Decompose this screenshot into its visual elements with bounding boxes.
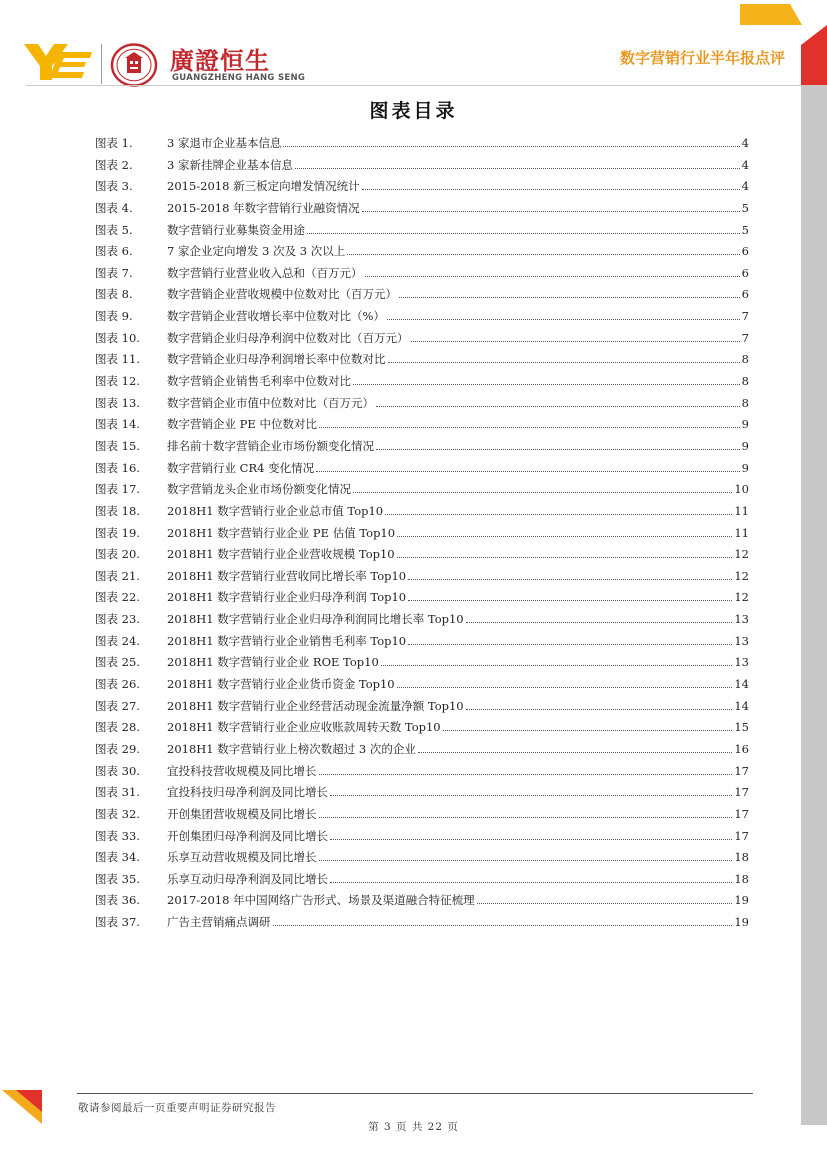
toc-entry-leader xyxy=(397,536,732,537)
toc-entry-leader xyxy=(347,254,739,255)
toc-entry-title: 数字营销企业 PE 中位数对比 xyxy=(167,417,317,432)
toc-entry-page: 19 xyxy=(734,893,749,908)
toc-entry-leader xyxy=(408,579,732,580)
toc-entry-label: 图表 22. xyxy=(95,590,140,605)
toc-entry-page: 18 xyxy=(734,850,749,865)
toc-entry-leader xyxy=(387,319,740,320)
toc-entry[interactable] xyxy=(95,438,749,460)
toc-entry-label: 图表 26. xyxy=(95,677,140,692)
toc-entry-leader xyxy=(477,903,733,904)
toc-entry-page: 7 xyxy=(741,330,749,345)
toc-entry-page: 11 xyxy=(734,525,749,540)
toc-entry[interactable] xyxy=(95,633,749,655)
toc-entry-label: 图表 25. xyxy=(95,655,140,670)
toc-entry-label: 图表 1. xyxy=(95,136,133,150)
toc-entry-leader xyxy=(319,774,733,775)
toc-entry-leader xyxy=(466,622,733,623)
toc-entry-leader xyxy=(443,730,733,731)
toc-entry-page: 4 xyxy=(741,157,749,172)
toc-entry-page: 4 xyxy=(741,179,749,194)
toc-entry[interactable] xyxy=(95,676,749,698)
toc-entry-label: 图表 36. xyxy=(95,893,140,908)
toc-entry-page: 17 xyxy=(734,806,749,821)
toc-entry-leader xyxy=(408,600,732,601)
toc-entry-leader xyxy=(376,406,740,407)
toc-entry-title: 2017-2018 年中国网络广告形式、场景及渠道融合特征梳理 xyxy=(167,893,475,908)
toc-entry-label: 图表 16. xyxy=(95,460,140,475)
toc-entry-title: 2015-2018 新三板定向增发情况统计 xyxy=(167,179,360,194)
toc-entry-label: 图表 5. xyxy=(95,222,133,237)
toc-entry-label: 图表 30. xyxy=(95,763,140,778)
toc-entry-page: 4 xyxy=(741,136,749,150)
toc-entry-label: 图表 10. xyxy=(95,330,140,345)
toc-entry-page: 12 xyxy=(734,568,749,583)
toc-entry[interactable] xyxy=(95,178,749,200)
toc-entry-leader xyxy=(411,341,740,342)
toc-entry-title: 3 家新挂牌企业基本信息 xyxy=(167,157,293,172)
side-bar-cap xyxy=(801,25,827,45)
toc-entry[interactable] xyxy=(95,611,749,633)
toc-entry-label: 图表 34. xyxy=(95,850,140,865)
toc-entry-label: 图表 35. xyxy=(95,871,140,886)
toc-entry-leader xyxy=(330,795,732,796)
toc-entry[interactable] xyxy=(95,308,749,330)
toc-entry-title: 数字营销企业营收增长率中位数对比（%） xyxy=(167,309,385,324)
toc-entry-page: 9 xyxy=(741,438,749,453)
toc-entry-title: 数字营销企业归母净利润增长率中位数对比 xyxy=(167,352,386,367)
toc-entry-leader xyxy=(319,860,733,861)
toc-entry-leader xyxy=(376,449,740,450)
toc-entry[interactable] xyxy=(95,546,749,568)
toc-entry-title: 宜投科技归母净利润及同比增长 xyxy=(167,785,328,800)
toc-entry-page: 17 xyxy=(734,763,749,778)
toc-entry-title: 2018H1 数字营销行业企业货币资金 Top10 xyxy=(167,677,395,692)
toc-entry-label: 图表 31. xyxy=(95,785,140,800)
toc-entry-label: 图表 18. xyxy=(95,503,140,518)
toc-entry-page: 6 xyxy=(741,287,749,302)
toc-entry-title: 乐享互动归母净利润及同比增长 xyxy=(167,871,328,886)
toc-entry-label: 图表 6. xyxy=(95,244,133,259)
toc-entry-title: 2018H1 数字营销行业营收同比增长率 Top10 xyxy=(167,568,407,583)
toc-entry[interactable] xyxy=(95,525,749,547)
toc-entry-title: 2018H1 数字营销行业上榜次数超过 3 次的企业 xyxy=(167,741,416,756)
corner-tab-decoration xyxy=(740,4,802,25)
toc-entry-title: 乐享互动营收规模及同比增长 xyxy=(167,850,317,865)
toc-entry-label: 图表 37. xyxy=(95,915,140,930)
toc-entry-page: 17 xyxy=(734,785,749,800)
toc-entry[interactable] xyxy=(95,849,749,871)
brand-name-cn: 廣證恒生 xyxy=(170,47,270,75)
toc-entry-title: 2018H1 数字营销行业企业总市值 Top10 xyxy=(167,503,384,518)
toc-entry-label: 图表 19. xyxy=(95,525,140,540)
toc-entry-leader xyxy=(399,297,740,298)
toc-entry-title: 开创集团归母净利润及同比增长 xyxy=(167,828,328,843)
toc-entry[interactable] xyxy=(95,395,749,417)
toc-entry[interactable] xyxy=(95,892,749,914)
toc-entry-leader xyxy=(388,362,740,363)
toc-entry[interactable] xyxy=(95,481,749,503)
toc-entry-leader xyxy=(408,644,732,645)
toc-entry[interactable] xyxy=(95,784,749,806)
toc-entry-leader xyxy=(353,492,732,493)
toc-entry-title: 数字营销行业募集资金用途 xyxy=(167,222,305,237)
toc-entry[interactable] xyxy=(95,222,749,244)
toc-entry[interactable] xyxy=(95,243,749,265)
toc-entry[interactable] xyxy=(95,871,749,893)
toc-entry-label: 图表 15. xyxy=(95,438,140,453)
toc-entry-title: 广告主营销痛点调研 xyxy=(167,915,271,930)
toc-entry-page: 17 xyxy=(734,828,749,843)
toc-entry-title: 2015-2018 年数字营销行业融资情况 xyxy=(167,200,360,215)
toc-entry[interactable] xyxy=(95,200,749,222)
toc-entry[interactable] xyxy=(95,741,749,763)
toc-entry-leader xyxy=(273,925,733,926)
toc-entry-label: 图表 2. xyxy=(95,157,133,172)
toc-entry[interactable] xyxy=(95,568,749,590)
toc-entry-title: 开创集团营收规模及同比增长 xyxy=(167,806,317,821)
header-divider xyxy=(26,85,801,86)
toc-entry-page: 6 xyxy=(741,244,749,259)
toc-entry-label: 图表 11. xyxy=(95,352,140,367)
toc-entry-leader xyxy=(362,189,740,190)
toc-entry-leader xyxy=(319,427,740,428)
toc-entry-page: 8 xyxy=(741,395,749,410)
toc-entry[interactable] xyxy=(95,654,749,676)
toc-entry-leader xyxy=(283,146,739,147)
toc-entry-title: 2018H1 数字营销行业企业归母净利润同比增长率 Top10 xyxy=(167,612,464,627)
toc-entry-leader xyxy=(353,384,740,385)
report-title: 数字营销行业半年报点评 xyxy=(619,49,785,67)
toc-entry-label: 图表 24. xyxy=(95,633,140,648)
toc-entry-title: 数字营销行业营业收入总和（百万元） xyxy=(167,265,363,280)
toc-entry-title: 数字营销企业归母净利润中位数对比（百万元） xyxy=(167,330,409,345)
toc-entry-title: 数字营销行业 CR4 变化情况 xyxy=(167,460,315,475)
logo-divider xyxy=(101,44,102,84)
side-bar-decoration xyxy=(801,25,827,1125)
toc-entry-leader xyxy=(330,839,732,840)
toc-entry[interactable] xyxy=(95,719,749,741)
toc-entry-label: 图表 4. xyxy=(95,200,133,215)
company-seal-icon xyxy=(110,43,158,87)
toc-entry-leader xyxy=(316,471,740,472)
toc-entry-page: 12 xyxy=(734,590,749,605)
toc-entry-title: 3 家退市企业基本信息 xyxy=(167,136,282,150)
toc-entry-label: 图表 33. xyxy=(95,828,140,843)
figure-toc-list xyxy=(95,135,749,936)
toc-entry-title: 数字营销企业销售毛利率中位数对比 xyxy=(167,374,351,389)
toc-entry-page: 18 xyxy=(734,871,749,886)
toc-entry-page: 5 xyxy=(741,222,749,237)
toc-entry[interactable] xyxy=(95,763,749,785)
toc-entry-page: 6 xyxy=(741,265,749,280)
toc-entry-page: 12 xyxy=(734,547,749,562)
toc-entry[interactable] xyxy=(95,503,749,525)
ye-logo-icon xyxy=(24,44,92,80)
toc-entry-page: 16 xyxy=(734,741,749,756)
toc-entry-label: 图表 27. xyxy=(95,698,140,713)
footer-divider xyxy=(77,1093,753,1094)
toc-entry-page: 13 xyxy=(734,612,749,627)
toc-entry[interactable] xyxy=(95,265,749,287)
toc-entry-page: 10 xyxy=(734,482,749,497)
toc-entry-title: 2018H1 数字营销行业企业 PE 估值 Top10 xyxy=(167,525,396,540)
toc-entry-label: 图表 14. xyxy=(95,417,140,432)
toc-entry-leader xyxy=(307,233,740,234)
toc-entry-page: 9 xyxy=(741,417,749,432)
toc-entry[interactable] xyxy=(95,806,749,828)
toc-entry-page: 19 xyxy=(734,915,749,930)
toc-entry-leader xyxy=(365,276,740,277)
toc-entry-title: 2018H1 数字营销行业企业 ROE Top10 xyxy=(167,655,379,670)
toc-entry[interactable] xyxy=(95,373,749,395)
toc-entry-title: 2018H1 数字营销行业企业营收规模 Top10 xyxy=(167,547,395,562)
toc-entry[interactable] xyxy=(95,914,749,936)
toc-title: 图表目录 xyxy=(369,100,458,122)
toc-entry-label: 图表 28. xyxy=(95,720,140,735)
toc-entry[interactable] xyxy=(95,157,749,179)
toc-entry-page: 8 xyxy=(741,352,749,367)
toc-entry-page: 9 xyxy=(741,460,749,475)
toc-entry-leader xyxy=(397,557,733,558)
toc-entry-label: 图表 20. xyxy=(95,547,140,562)
toc-entry[interactable] xyxy=(95,351,749,373)
toc-entry-title: 排名前十数字营销企业市场份额变化情况 xyxy=(167,438,374,453)
toc-entry[interactable] xyxy=(95,330,749,352)
toc-entry-page: 13 xyxy=(734,633,749,648)
brand-name-en: GUANGZHENG HANG SENG xyxy=(172,73,306,83)
footer-disclaimer: 敬请参阅最后一页重要声明证券研究报告 xyxy=(78,1102,276,1114)
toc-entry[interactable] xyxy=(95,589,749,611)
toc-entry-label: 图表 23. xyxy=(95,612,140,627)
toc-entry-label: 图表 9. xyxy=(95,309,133,324)
toc-entry-leader xyxy=(385,514,732,515)
toc-entry-title: 数字营销龙头企业市场份额变化情况 xyxy=(167,482,351,497)
toc-entry-page: 13 xyxy=(734,655,749,670)
toc-entry-label: 图表 17. xyxy=(95,482,140,497)
toc-entry-title: 2018H1 数字营销行业企业归母净利润 Top10 xyxy=(167,590,407,605)
toc-entry-label: 图表 32. xyxy=(95,806,140,821)
toc-entry-label: 图表 13. xyxy=(95,395,140,410)
toc-entry-page: 5 xyxy=(741,200,749,215)
toc-entry-title: 2018H1 数字营销行业企业销售毛利率 Top10 xyxy=(167,633,407,648)
toc-entry-leader xyxy=(295,168,740,169)
toc-entry-label: 图表 12. xyxy=(95,374,140,389)
toc-entry-leader xyxy=(330,882,732,883)
toc-entry-title: 7 家企业定向增发 3 次及 3 次以上 xyxy=(167,244,346,259)
footer-page-number: 第 3 页 共 22 页 xyxy=(368,1121,459,1133)
toc-entry[interactable] xyxy=(95,416,749,438)
toc-entry-page: 14 xyxy=(734,698,749,713)
toc-entry-title: 数字营销企业营收规模中位数对比（百万元） xyxy=(167,287,397,302)
toc-entry-page: 11 xyxy=(734,503,749,518)
toc-entry[interactable] xyxy=(95,286,749,308)
toc-entry-page: 14 xyxy=(734,677,749,692)
toc-entry-label: 图表 29. xyxy=(95,741,140,756)
toc-entry-page: 15 xyxy=(734,720,749,735)
toc-entry-title: 2018H1 数字营销行业企业应收账款周转天数 Top10 xyxy=(167,720,441,735)
toc-entry-leader xyxy=(381,665,733,666)
toc-entry[interactable] xyxy=(95,460,749,482)
toc-entry-leader xyxy=(362,211,740,212)
toc-entry[interactable] xyxy=(95,698,749,720)
toc-entry[interactable] xyxy=(95,135,749,157)
toc-entry-leader xyxy=(466,709,733,710)
toc-entry-label: 图表 21. xyxy=(95,568,140,583)
toc-entry-title: 数字营销企业市值中位数对比（百万元） xyxy=(167,395,374,410)
toc-entry-leader xyxy=(397,687,733,688)
toc-entry[interactable] xyxy=(95,828,749,850)
toc-entry-leader xyxy=(319,817,733,818)
toc-entry-label: 图表 3. xyxy=(95,179,133,194)
toc-entry-label: 图表 8. xyxy=(95,287,133,302)
toc-entry-page: 8 xyxy=(741,374,749,389)
toc-entry-title: 2018H1 数字营销行业企业经营活动现金流量净额 Top10 xyxy=(167,698,464,713)
toc-entry-label: 图表 7. xyxy=(95,265,133,280)
toc-entry-title: 宜投科技营收规模及同比增长 xyxy=(167,763,317,778)
toc-entry-page: 7 xyxy=(741,309,749,324)
toc-entry-leader xyxy=(418,752,732,753)
